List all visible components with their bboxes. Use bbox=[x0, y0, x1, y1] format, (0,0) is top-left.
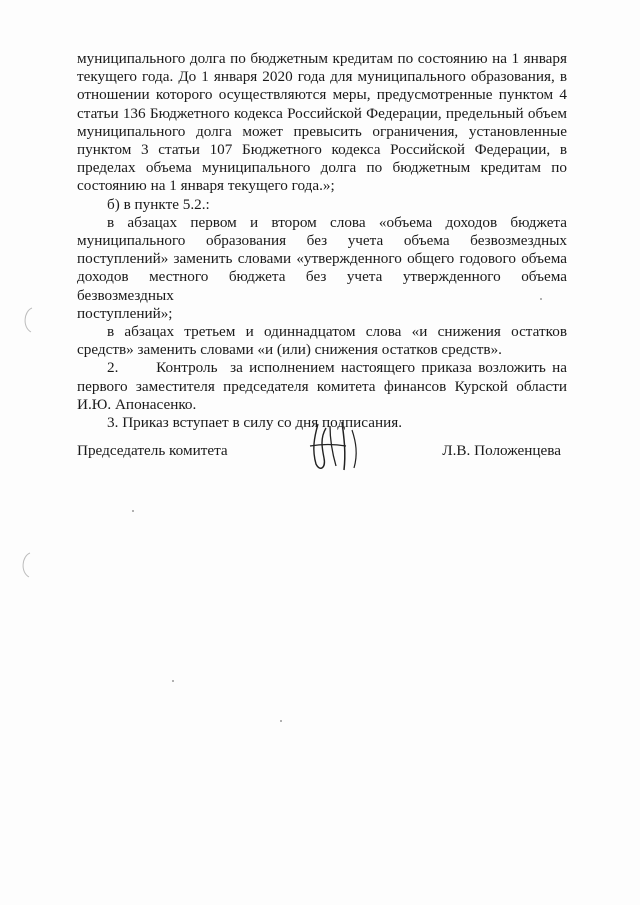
text-line: б) в пункте 5.2.: bbox=[107, 195, 210, 213]
text-line: И.Ю. Апонасенко. bbox=[77, 395, 197, 413]
text-line: 3. Приказ вступает в силу со дня подписания. bbox=[107, 414, 403, 432]
text-line: поступлений» заменить словами «утвержденного общего годового объема bbox=[77, 250, 567, 268]
text-line: текущего года. До 1 января 2020 года для муниципального образования, в bbox=[77, 68, 567, 86]
scan-speck bbox=[280, 720, 282, 722]
paragraph-amendment-2 bbox=[77, 323, 567, 359]
paragraph-continued bbox=[77, 50, 567, 196]
text-line: 2. Контроль за исполнением настоящего приказа возложить на bbox=[107, 359, 567, 377]
punch-hole-mark bbox=[16, 550, 34, 580]
text-line: муниципального долга может превысить ограничения, установленные bbox=[77, 122, 567, 140]
text-line: в абзацах третьем и одиннадцатом слова «и снижения остатков bbox=[107, 323, 567, 341]
scan-speck bbox=[540, 298, 542, 300]
text-line: пределах объема муниципального долга по бюджетным кредитам по bbox=[77, 159, 567, 177]
text-line: муниципального долга по бюджетным кредитам по состоянию на 1 января bbox=[77, 50, 567, 67]
text-line: отношении которого осуществляются меры, предусмотренные пунктом 4 bbox=[77, 86, 567, 104]
text-line: состоянию на 1 января текущего года.»; bbox=[77, 177, 335, 195]
text-line: муниципального образования без учета объема безвозмездных bbox=[77, 232, 567, 250]
punch-hole-mark bbox=[18, 305, 36, 335]
text-line: доходов местного бюджета без учета утвержденного объема безвозмездных bbox=[77, 268, 567, 304]
paragraph-item-2 bbox=[77, 359, 567, 414]
document-body bbox=[77, 50, 567, 432]
subpoint-b bbox=[77, 196, 567, 214]
text-line: первого заместителя председателя комитета финансов Курской области bbox=[77, 377, 567, 395]
text-line: поступлений»; bbox=[77, 304, 173, 322]
scan-speck bbox=[132, 510, 134, 512]
signer-position: Председатель комитета bbox=[77, 442, 228, 459]
text-line: статьи 136 Бюджетного кодекса Российской Федерации, предельный объем bbox=[77, 104, 567, 122]
handwritten-signature bbox=[300, 418, 370, 478]
scan-speck bbox=[172, 680, 174, 682]
text-line: средств» заменить словами «и (или) снижения остатков средств». bbox=[77, 341, 502, 359]
paragraph-amendment-1 bbox=[77, 214, 567, 323]
signer-name: Л.В. Положенцева bbox=[442, 442, 561, 459]
text-line: пунктом 3 статьи 107 Бюджетного кодекса Российской Федерации, в bbox=[77, 141, 567, 159]
text-line: в абзацах первом и втором слова «объема доходов бюджета bbox=[107, 213, 567, 231]
